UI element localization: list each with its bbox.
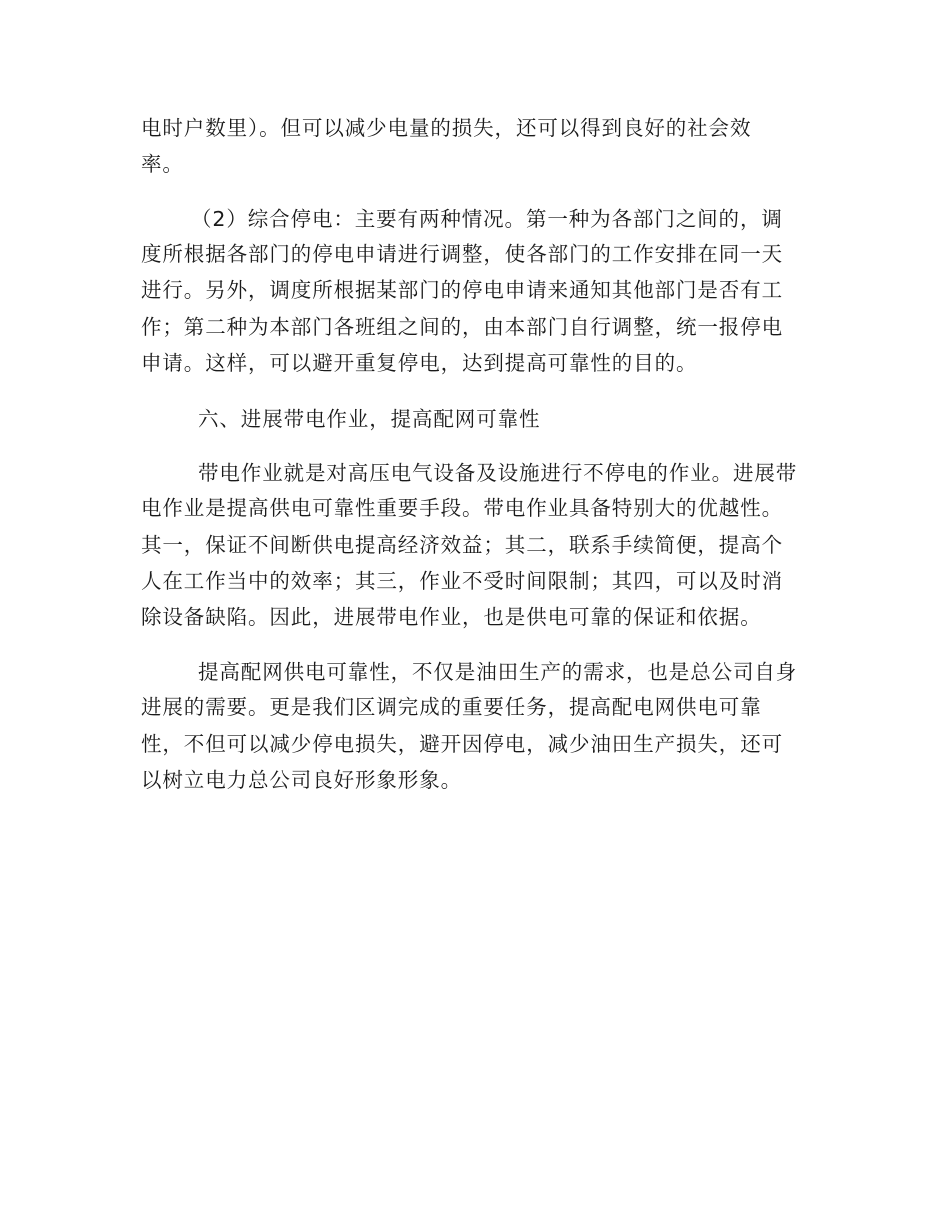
section-heading: 六、进展带电作业，提高配网可靠性 <box>198 407 541 431</box>
paragraph-first-line: （2）综合停电：主要有两种情况。第一种为各部门之间的，调 <box>191 207 783 231</box>
paragraph-first-line: 提高配网供电可靠性，不仅是油田生产的需求，也是总公司自身 <box>198 660 798 684</box>
text-line: 以树立电力总公司良好形象形象。 <box>141 768 462 792</box>
text-line: 除设备缺陷。因此，进展带电作业，也是供电可靠的保证和依据。 <box>141 605 762 629</box>
text-line: 进展的需要。更是我们区调完成的重要任务，提高配电网供电可靠 <box>141 695 762 719</box>
text-line: 率。 <box>141 152 184 176</box>
text-line: 作；第二种为本部门各班组之间的，由本部门自行调整，统一报停电 <box>141 315 783 339</box>
text-line: 申请。这样，可以避开重复停电，达到提高可靠性的目的。 <box>141 351 698 375</box>
paragraph-first-line: 带电作业就是对高压电气设备及设施进行不停电的作业。进展带 <box>198 461 798 485</box>
text-line: 性，不但可以减少停电损失，避开因停电，减少油田生产损失，还可 <box>141 732 783 756</box>
text-line: 电时户数里）。但可以减少电量的损失，还可以得到良好的社会效 <box>141 116 752 140</box>
text-line: 进行。另外，调度所根据某部门的停电申请来通知其他部门是否有工 <box>141 278 783 302</box>
text-line: 人在工作当中的效率；其三，作业不受时间限制；其四，可以及时消 <box>141 569 783 593</box>
text-line: 度所根据各部门的停电申请进行调整，使各部门的工作安排在同一天 <box>141 242 783 266</box>
text-line: 其一，保证不间断供电提高经济效益；其二，联系手续简便，提高个 <box>141 533 783 557</box>
text-line: 电作业是提高供电可靠性重要手段。带电作业具备特别大的优越性。 <box>141 496 783 520</box>
